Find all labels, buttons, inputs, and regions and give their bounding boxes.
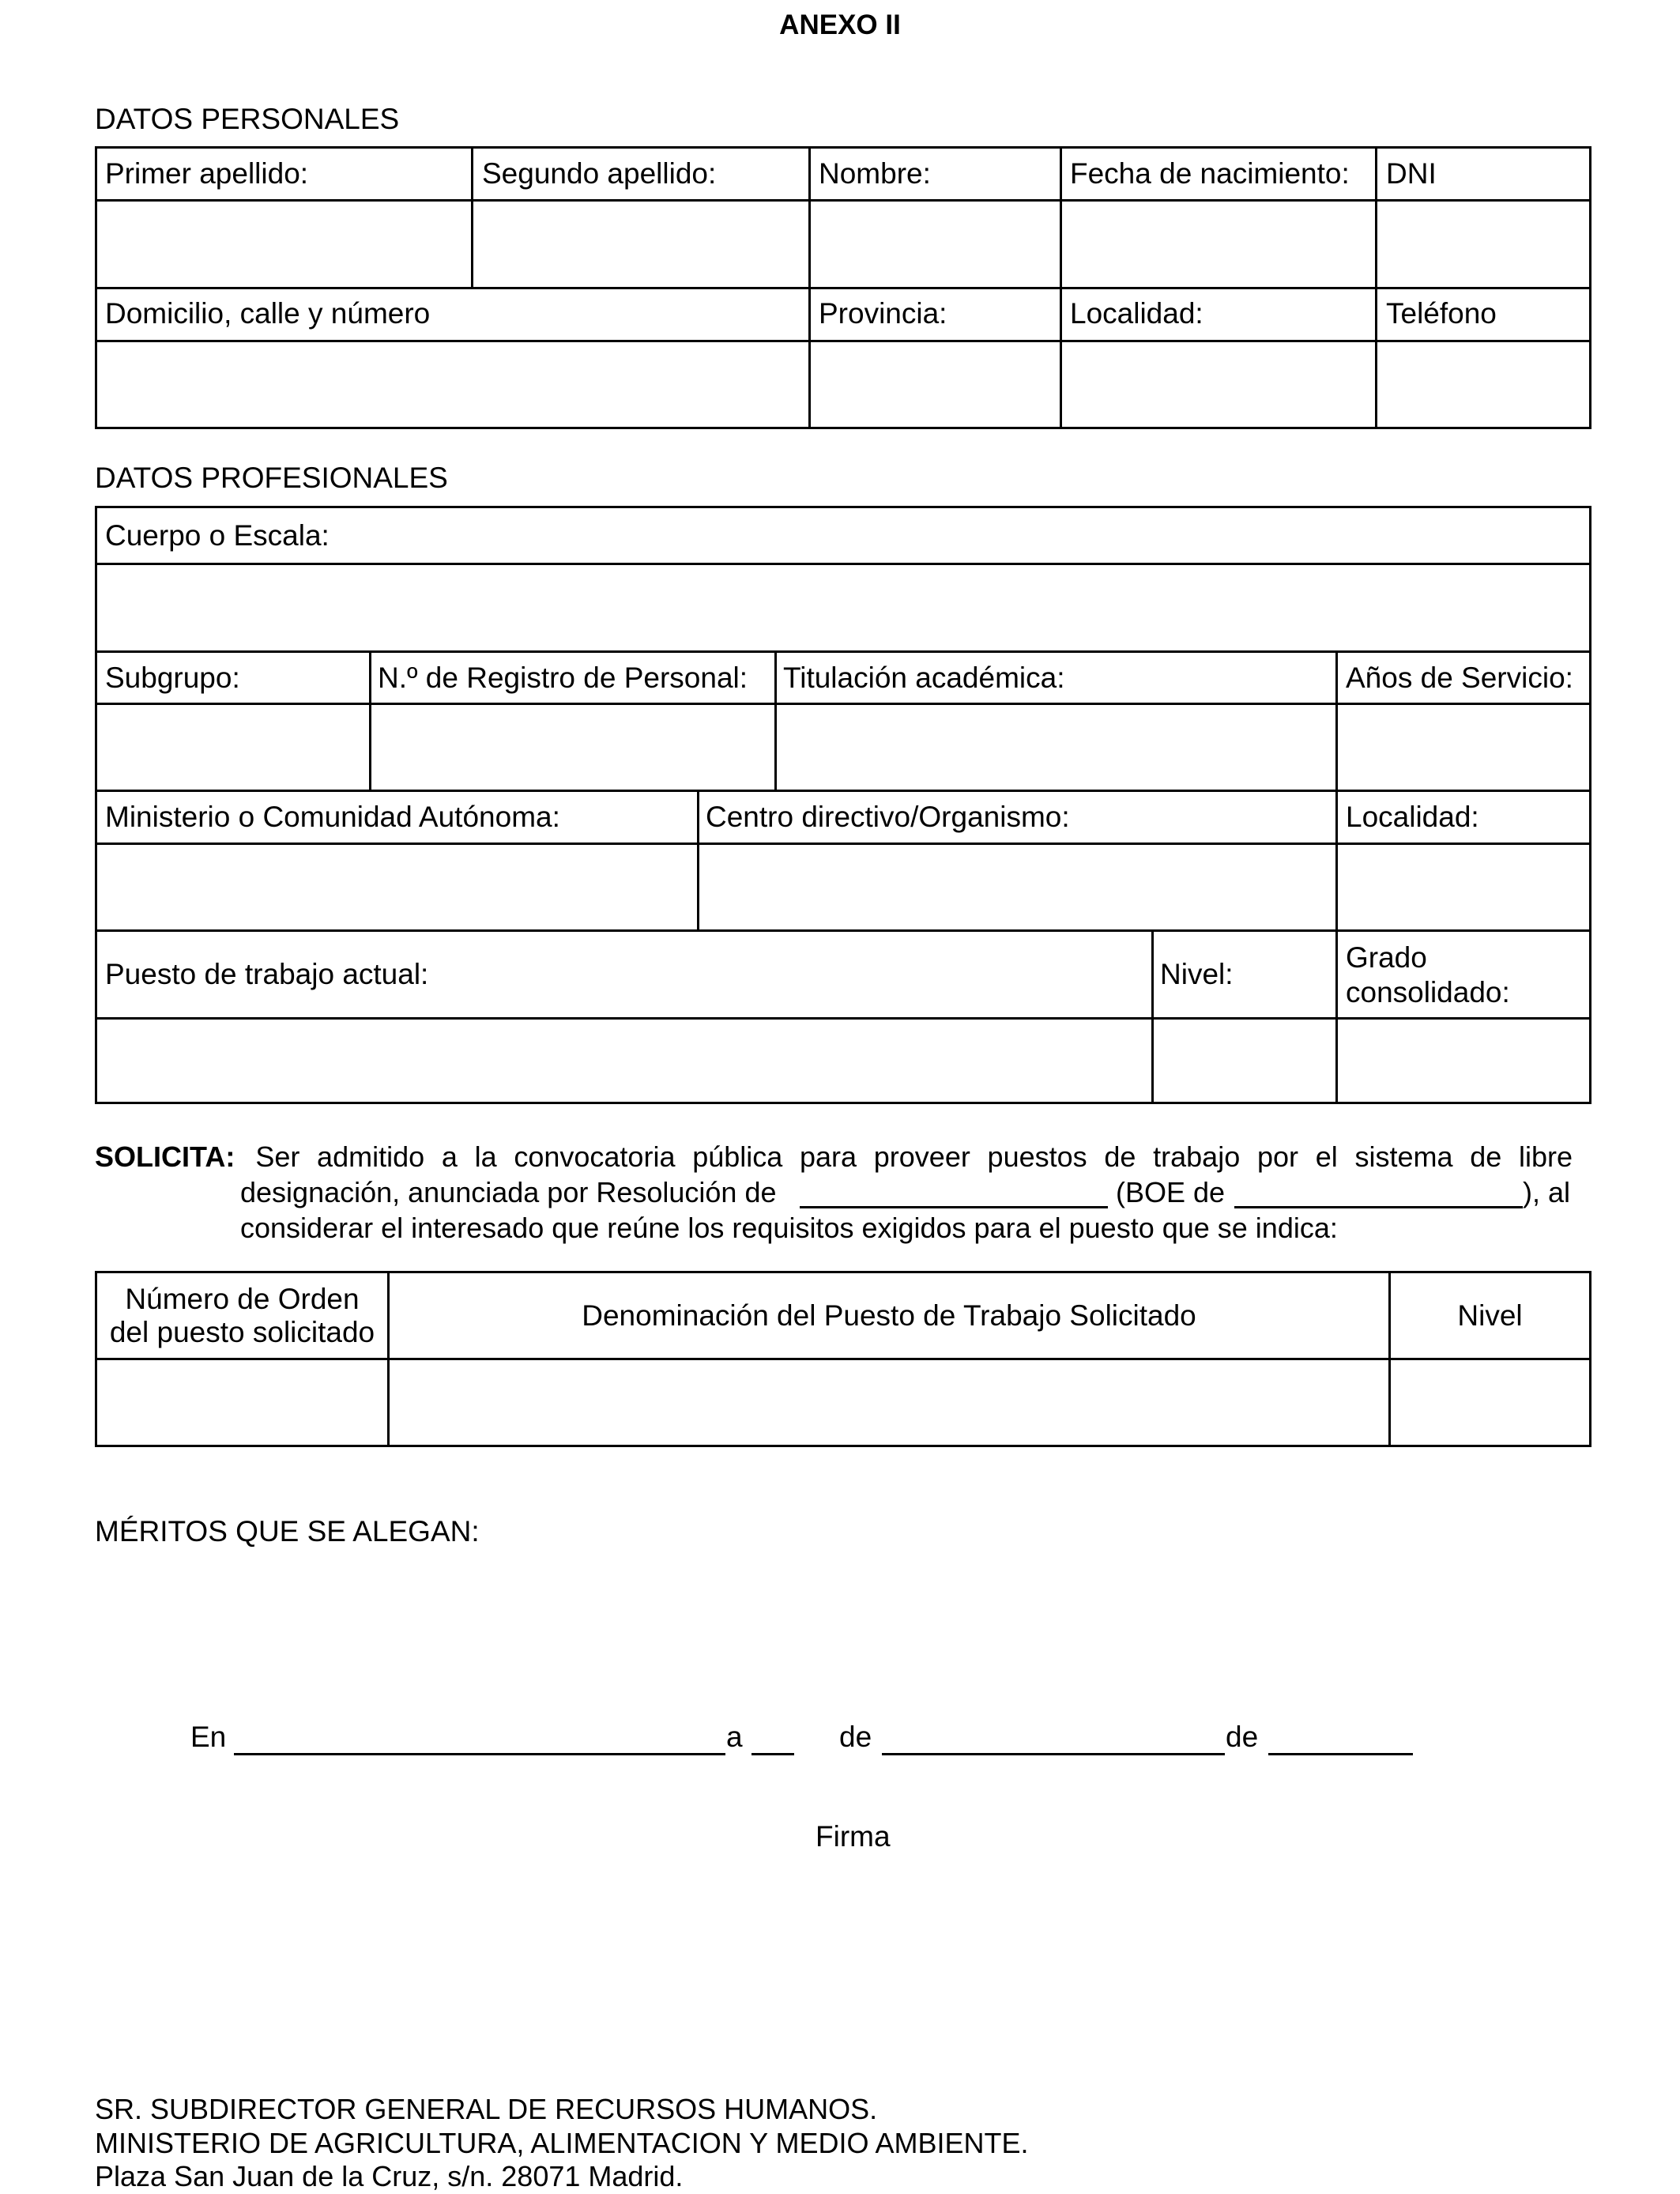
field-domicilio[interactable] <box>97 342 808 427</box>
label-segundo-apellido: Segundo apellido: <box>482 157 717 190</box>
field-anio[interactable] <box>1268 1721 1413 1755</box>
field-denominacion[interactable] <box>390 1360 1388 1445</box>
field-dia[interactable] <box>751 1721 794 1755</box>
solicita-line2-text: designación, anunciada por Resolución de <box>240 1176 777 1208</box>
field-primer-apellido[interactable] <box>97 202 471 287</box>
field-ministerio[interactable] <box>97 845 697 929</box>
label-grado-line2: consolidado: <box>1346 976 1510 1008</box>
fecha-a: a <box>726 1721 743 1753</box>
solicita-line2 <box>240 1174 1573 1210</box>
label-domicilio: Domicilio, calle y número <box>105 297 431 330</box>
field-nrp[interactable] <box>371 705 774 790</box>
label-localidad-prof: Localidad: <box>1346 801 1479 833</box>
divider <box>95 790 1591 792</box>
field-cuerpo-escala[interactable] <box>97 565 1589 650</box>
solicita-paragraph <box>95 1139 1573 1246</box>
destinatario-line2: MINISTERIO DE AGRICULTURA, ALIMENTACION Y MEDIO AMBIENTE. <box>95 2127 1029 2159</box>
label-provincia: Provincia: <box>819 297 947 330</box>
label-localidad: Localidad: <box>1070 297 1203 330</box>
field-mes[interactable] <box>882 1721 1225 1755</box>
firma-label: Firma <box>816 1820 891 1853</box>
label-puesto-actual: Puesto de trabajo actual: <box>105 958 429 990</box>
header-numero-orden-line1: Número de Orden <box>125 1283 360 1315</box>
page-title: ANEXO II <box>779 9 901 40</box>
field-resolucion[interactable] <box>800 1174 1108 1208</box>
solicita-boe-text: (BOE de <box>1116 1176 1226 1208</box>
header-denominacion: Denominación del Puesto de Trabajo Solicitado <box>582 1299 1196 1332</box>
section-label-meritos: MÉRITOS QUE SE ALEGAN: <box>95 1515 480 1547</box>
field-centro-directivo[interactable] <box>699 845 1335 929</box>
field-nivel[interactable] <box>1154 1020 1335 1102</box>
label-titulacion: Titulación académica: <box>783 662 1065 694</box>
fecha-en: En <box>190 1721 227 1753</box>
field-puesto-actual[interactable] <box>97 1020 1151 1102</box>
label-nrp: N.º de Registro de Personal: <box>378 662 748 694</box>
divider <box>95 929 1591 932</box>
label-ministerio: Ministerio o Comunidad Autónoma: <box>105 801 560 833</box>
field-provincia[interactable] <box>811 342 1060 427</box>
divider <box>95 650 1591 653</box>
field-localidad-prof[interactable] <box>1338 845 1589 929</box>
label-cuerpo-escala: Cuerpo o Escala: <box>105 519 330 552</box>
solicita-line1: Ser admitido a la convocatoria pública para proveer puestos de trabajo por el sistema de libre <box>255 1140 1573 1173</box>
label-nivel: Nivel: <box>1160 958 1234 990</box>
solicita-al-text: ), al <box>1523 1176 1571 1208</box>
field-firma[interactable] <box>616 1857 1090 2000</box>
field-grado-consolidado[interactable] <box>1338 1020 1589 1102</box>
field-meritos[interactable] <box>95 1561 1591 1695</box>
label-grado-line1: Grado <box>1346 941 1427 974</box>
field-lugar[interactable] <box>234 1721 725 1755</box>
field-nombre[interactable] <box>811 202 1060 287</box>
label-fecha-nacimiento: Fecha de nacimiento: <box>1070 157 1350 190</box>
field-anos-servicio[interactable] <box>1338 705 1589 790</box>
fecha-de2: de <box>1226 1721 1259 1753</box>
field-dni[interactable] <box>1377 202 1589 287</box>
field-telefono[interactable] <box>1377 342 1589 427</box>
field-segundo-apellido[interactable] <box>473 202 808 287</box>
field-subgrupo[interactable] <box>97 705 369 790</box>
field-localidad[interactable] <box>1062 342 1375 427</box>
solicita-line3: considerar el interesado que reúne los requisitos exigidos para el puesto que se indica: <box>240 1212 1338 1244</box>
label-primer-apellido: Primer apellido: <box>105 157 309 190</box>
label-dni: DNI <box>1386 157 1437 190</box>
field-boe-fecha[interactable] <box>1234 1174 1523 1208</box>
solicita-label: SOLICITA: <box>95 1140 235 1173</box>
destinatario-line1: SR. SUBDIRECTOR GENERAL DE RECURSOS HUMANOS. <box>95 2093 878 2125</box>
field-fecha-nacimiento[interactable] <box>1062 202 1375 287</box>
section-label-datos-profesionales: DATOS PROFESIONALES <box>95 462 448 494</box>
field-numero-orden[interactable] <box>97 1360 387 1445</box>
label-anos-servicio: Años de Servicio: <box>1346 662 1573 694</box>
field-nivel-solicitado[interactable] <box>1391 1360 1589 1445</box>
destinatario-line3: Plaza San Juan de la Cruz, s/n. 28071 Madrid. <box>95 2160 684 2192</box>
section-label-datos-personales: DATOS PERSONALES <box>95 103 400 135</box>
field-titulacion[interactable] <box>777 705 1335 790</box>
divider <box>95 287 1591 289</box>
label-subgrupo: Subgrupo: <box>105 662 240 694</box>
header-numero-orden-line2: del puesto solicitado <box>109 1316 375 1348</box>
label-nombre: Nombre: <box>819 157 931 190</box>
header-nivel: Nivel <box>1457 1299 1523 1332</box>
fecha-de1: de <box>839 1721 872 1753</box>
label-centro-directivo: Centro directivo/Organismo: <box>706 801 1070 833</box>
label-telefono: Teléfono <box>1386 297 1497 330</box>
